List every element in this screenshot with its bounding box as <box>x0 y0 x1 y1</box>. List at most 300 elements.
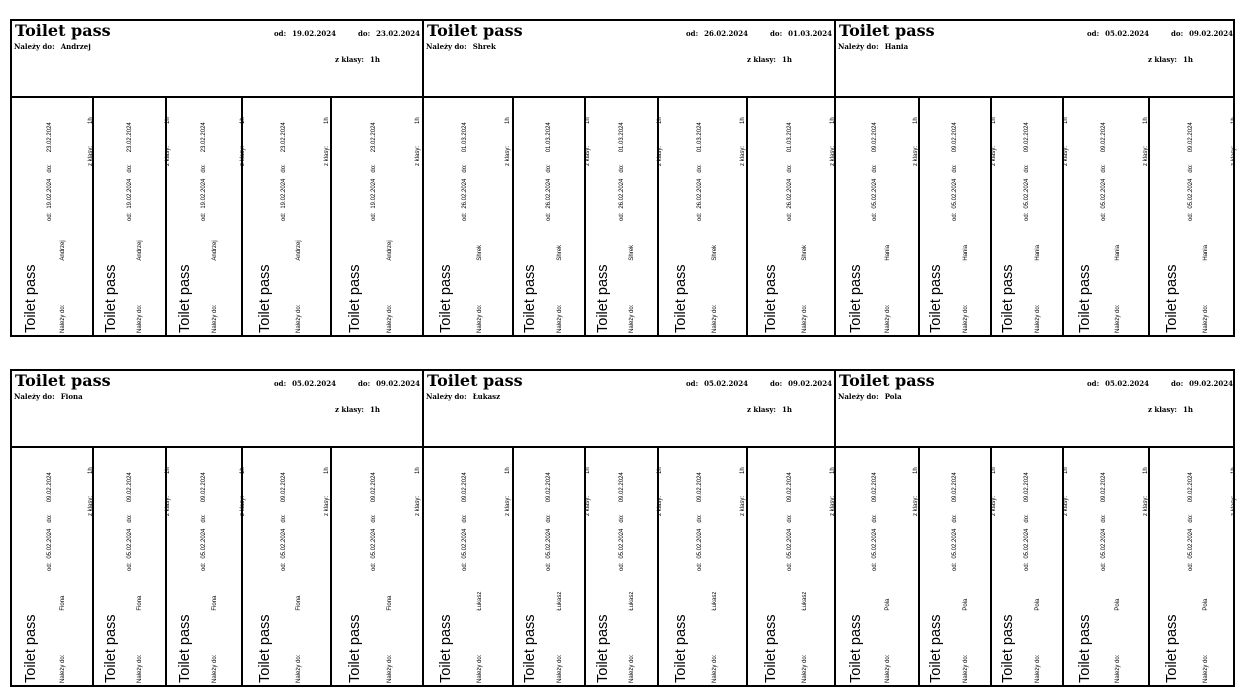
slip-date-range <box>619 472 625 571</box>
slip-class-value: 1h <box>1231 467 1237 474</box>
to-date: 09.02.2024 <box>376 379 420 388</box>
slip-owner-label: Należy do: <box>1203 654 1209 683</box>
slip-to-date: 09.02.2024 <box>47 472 53 503</box>
slip-class-value: 1h <box>415 467 421 474</box>
slip-title <box>1000 264 1016 333</box>
pass-row-2 <box>10 369 1235 687</box>
tear-off-slip <box>990 98 1069 335</box>
slip-to-label: do: <box>952 514 958 523</box>
slip-class-value: 1h <box>913 117 919 124</box>
slip-title <box>1164 614 1180 683</box>
slip-strip <box>836 448 1235 685</box>
slip-title <box>522 614 538 683</box>
slip-title <box>177 614 193 683</box>
slip-to-date: 01.03.2024 <box>787 122 793 153</box>
slip-from-date: 26.02.2024 <box>697 178 703 209</box>
tear-off-slip <box>165 448 246 685</box>
slip-from-label: od: <box>281 562 287 571</box>
slip-class-label: z klasy: <box>240 495 246 516</box>
slip-owner-name: Pola <box>885 598 891 611</box>
slip-title <box>23 614 39 683</box>
slip-from-label: od: <box>462 212 468 221</box>
slip-from-date: 05.02.2024 <box>1188 178 1194 209</box>
to-date: 09.02.2024 <box>1189 379 1233 388</box>
slip-owner-label: Należy do: <box>557 654 563 683</box>
tear-off-slip <box>165 98 246 335</box>
slip-title <box>673 264 689 333</box>
from-label: od: <box>686 29 699 38</box>
slip-to-label: do: <box>1188 514 1194 523</box>
slip-owner-name: Shrek <box>629 244 635 261</box>
slip-owner <box>802 245 808 333</box>
slip-to-date: 01.03.2024 <box>546 122 552 153</box>
slip-from-date: 05.02.2024 <box>47 528 53 559</box>
slip-date-range <box>546 472 552 571</box>
slip-title-text: Toilet pass <box>848 264 864 333</box>
slip-from-label: od: <box>619 212 625 221</box>
slip-owner <box>963 245 969 333</box>
slip-class-value: 1h <box>830 467 836 474</box>
slip-to-label: do: <box>787 164 793 173</box>
slip-title <box>848 614 864 683</box>
slip-from-date: 05.02.2024 <box>787 528 793 559</box>
owner-label: Należy do: <box>426 392 467 401</box>
slip-class-value: 1h <box>505 117 511 124</box>
slip-title-text: Toilet pass <box>763 264 779 333</box>
slip-class-label: z klasy: <box>505 145 511 166</box>
tear-off-slip <box>424 448 512 685</box>
slip-title-text: Toilet pass <box>347 614 363 683</box>
slip-class-label: z klasy: <box>1063 495 1069 516</box>
slip-owner-name: Hania <box>885 244 891 261</box>
owner-line <box>838 42 908 51</box>
slip-from-date: 05.02.2024 <box>201 528 207 559</box>
pass-title: Toilet pass <box>839 371 935 390</box>
tear-off-slip <box>746 98 836 335</box>
slip-to-label: do: <box>619 164 625 173</box>
pass-title: Toilet pass <box>427 21 523 40</box>
slip-to-date: 09.02.2024 <box>1024 122 1030 153</box>
owner-label: Należy do: <box>14 42 55 51</box>
slip-title <box>103 264 119 333</box>
slip-owner <box>137 240 143 333</box>
slip-owner <box>477 245 483 333</box>
from-date: 19.02.2024 <box>292 29 336 38</box>
slip-to-date: 09.02.2024 <box>872 472 878 503</box>
slip-class-value: 1h <box>657 467 663 474</box>
slip-class-value: 1h <box>1063 117 1069 124</box>
slip-from-label: od: <box>697 562 703 571</box>
from-date: 05.02.2024 <box>704 379 748 388</box>
slip-date-range <box>619 122 625 221</box>
slip-owner-name: Andrzej <box>212 240 218 261</box>
slip-title <box>23 264 39 333</box>
slip-to-date: 09.02.2024 <box>787 472 793 503</box>
slip-to-date: 09.02.2024 <box>281 472 287 503</box>
slip-to-label: do: <box>371 514 377 523</box>
slip-from-date: 19.02.2024 <box>371 178 377 209</box>
to-label: do: <box>358 379 371 388</box>
slip-class <box>505 467 511 516</box>
slip-title <box>1000 614 1016 683</box>
slip-to-date: 01.03.2024 <box>697 122 703 153</box>
to-label: do: <box>1171 379 1184 388</box>
pass-title: Toilet pass <box>15 21 111 40</box>
slip-from-label: od: <box>952 212 958 221</box>
pass-title: Toilet pass <box>15 371 111 390</box>
from-label: od: <box>274 29 287 38</box>
from-label: od: <box>1087 29 1100 38</box>
tear-off-slip <box>512 448 591 685</box>
slip-from-label: od: <box>1024 562 1030 571</box>
slip-title-text: Toilet pass <box>257 264 273 333</box>
slip-owner <box>629 592 635 683</box>
slip-date-range <box>872 472 878 571</box>
slip-date-range <box>201 472 207 571</box>
pass-title: Toilet pass <box>839 21 935 40</box>
slip-class-label: z klasy: <box>991 495 997 516</box>
slip-from-label: od: <box>47 562 53 571</box>
slip-owner-name: Hania <box>1115 244 1121 261</box>
slip-title-text: Toilet pass <box>23 614 39 683</box>
slip-from-date: 05.02.2024 <box>1024 528 1030 559</box>
owner-label: Należy do: <box>838 42 879 51</box>
slip-to-label: do: <box>546 514 552 523</box>
slip-from-label: od: <box>1188 212 1194 221</box>
slip-from-label: od: <box>1024 212 1030 221</box>
slip-title <box>763 614 779 683</box>
slip-from-label: od: <box>127 212 133 221</box>
slip-class-label: z klasy: <box>415 495 421 516</box>
slip-class <box>1231 117 1237 166</box>
tear-off-slip <box>657 448 746 685</box>
slip-class-label: z klasy: <box>1143 145 1149 166</box>
slip-class-label: z klasy: <box>991 145 997 166</box>
owner-line <box>838 392 902 401</box>
slip-to-date: 09.02.2024 <box>952 472 958 503</box>
slip-title <box>177 264 193 333</box>
slip-from-label: od: <box>697 212 703 221</box>
slip-date-range <box>371 122 377 221</box>
slip-from-label: od: <box>462 562 468 571</box>
slip-title-text: Toilet pass <box>1164 614 1180 683</box>
class-line <box>335 55 380 64</box>
slip-owner-label: Należy do: <box>296 304 302 333</box>
pass-header <box>424 371 834 448</box>
owner-line <box>426 42 496 51</box>
slip-date-range <box>281 472 287 571</box>
slip-owner-label: Należy do: <box>477 654 483 683</box>
slip-owner-label: Należy do: <box>963 654 969 683</box>
slip-to-date: 09.02.2024 <box>619 472 625 503</box>
slip-class-value: 1h <box>165 117 171 124</box>
slip-from-date: 05.02.2024 <box>281 528 287 559</box>
slip-owner <box>963 599 969 683</box>
slip-owner-name: Shrek <box>557 244 563 261</box>
toilet-pass <box>834 21 1235 335</box>
slip-owner <box>1203 599 1209 683</box>
slip-owner-name: Pola <box>963 598 969 611</box>
slip-class <box>415 467 421 516</box>
slip-from-label: od: <box>872 212 878 221</box>
slip-class-label: z klasy: <box>913 145 919 166</box>
slip-strip <box>12 448 422 685</box>
owner-label: Należy do: <box>838 392 879 401</box>
slip-owner-name: Łukasz <box>557 591 563 611</box>
slip-from-date: 05.02.2024 <box>872 528 878 559</box>
date-range <box>686 379 832 388</box>
slip-title <box>257 614 273 683</box>
slip-class-value: 1h <box>240 117 246 124</box>
slip-class-value: 1h <box>1143 467 1149 474</box>
class-label: z klasy: <box>1147 405 1178 414</box>
slip-date-range <box>787 122 793 221</box>
slip-from-date: 19.02.2024 <box>201 178 207 209</box>
owner-name: Shrek <box>472 42 496 51</box>
slip-owner <box>1035 245 1041 333</box>
slip-to-label: do: <box>1024 164 1030 173</box>
tear-off-slip <box>424 98 512 335</box>
slip-owner-label: Należy do: <box>477 304 483 333</box>
slip-owner-name: Hania <box>1035 244 1041 261</box>
slip-title-text: Toilet pass <box>438 614 454 683</box>
slip-title-text: Toilet pass <box>23 264 39 333</box>
slip-owner-name: Fiona <box>387 595 393 611</box>
slip-title-text: Toilet pass <box>177 264 193 333</box>
slip-owner <box>712 245 718 333</box>
tear-off-slip <box>12 98 92 335</box>
slip-title-text: Toilet pass <box>848 614 864 683</box>
slip-from-date: 19.02.2024 <box>281 178 287 209</box>
slip-owner-label: Należy do: <box>712 304 718 333</box>
slip-class-value: 1h <box>991 117 997 124</box>
slip-title-text: Toilet pass <box>1000 264 1016 333</box>
slip-title <box>595 264 611 333</box>
slip-date-range <box>1101 472 1107 571</box>
slip-owner <box>712 592 718 683</box>
tear-off-slip <box>990 448 1069 685</box>
pass-header <box>12 21 422 98</box>
slip-date-range <box>127 472 133 571</box>
to-date: 09.02.2024 <box>788 379 832 388</box>
slip-class-value: 1h <box>415 117 421 124</box>
slip-from-label: od: <box>371 562 377 571</box>
slip-to-date: 09.02.2024 <box>201 472 207 503</box>
class-value: 1h <box>370 405 380 414</box>
slip-class-value: 1h <box>1143 117 1149 124</box>
class-label: z klasy: <box>334 405 365 414</box>
from-label: od: <box>1087 379 1100 388</box>
slip-date-range <box>47 472 53 571</box>
slip-to-label: do: <box>462 164 468 173</box>
slip-date-range <box>952 472 958 571</box>
slip-from-label: od: <box>1101 212 1107 221</box>
slip-owner-label: Należy do: <box>137 304 143 333</box>
to-date: 23.02.2024 <box>376 29 420 38</box>
slip-class-value: 1h <box>740 117 746 124</box>
slip-from-date: 26.02.2024 <box>546 178 552 209</box>
slip-from-label: od: <box>787 562 793 571</box>
slip-to-label: do: <box>787 514 793 523</box>
owner-name: Fiona <box>60 392 83 401</box>
slip-class-label: z klasy: <box>165 495 171 516</box>
slip-class-label: z klasy: <box>830 145 836 166</box>
tear-off-slip <box>584 448 663 685</box>
slip-title <box>438 614 454 683</box>
slip-date-range <box>546 122 552 221</box>
slip-to-date: 09.02.2024 <box>872 122 878 153</box>
class-line <box>335 405 380 414</box>
slip-from-date: 05.02.2024 <box>1101 178 1107 209</box>
slip-class-label: z klasy: <box>88 495 94 516</box>
pass-header <box>12 371 422 448</box>
toilet-pass <box>12 21 422 335</box>
slip-to-label: do: <box>1101 514 1107 523</box>
slip-title <box>928 614 944 683</box>
class-value: 1h <box>782 405 792 414</box>
slip-to-label: do: <box>371 164 377 173</box>
tear-off-slip <box>918 448 997 685</box>
slip-date-range <box>697 122 703 221</box>
slip-from-date: 05.02.2024 <box>872 178 878 209</box>
from-date: 05.02.2024 <box>292 379 336 388</box>
slip-owner <box>137 596 143 683</box>
slip-to-date: 09.02.2024 <box>546 472 552 503</box>
slip-from-label: od: <box>787 212 793 221</box>
slip-owner-name: Łukasz <box>802 591 808 611</box>
class-value: 1h <box>782 55 792 64</box>
slip-to-label: do: <box>47 514 53 523</box>
slip-to-date: 23.02.2024 <box>127 122 133 153</box>
slip-owner-name: Shrek <box>712 244 718 261</box>
slip-class-value: 1h <box>165 467 171 474</box>
slip-date-range <box>1101 122 1107 221</box>
slip-owner <box>629 245 635 333</box>
to-label: do: <box>1171 29 1184 38</box>
tear-off-slip <box>241 448 330 685</box>
tear-off-slip <box>92 448 171 685</box>
slip-from-date: 05.02.2024 <box>371 528 377 559</box>
slip-class-label: z klasy: <box>657 495 663 516</box>
date-range <box>274 379 420 388</box>
slip-from-date: 05.02.2024 <box>952 178 958 209</box>
toilet-pass <box>12 371 422 685</box>
slip-owner-label: Należy do: <box>212 304 218 333</box>
slip-class-label: z klasy: <box>415 145 421 166</box>
slip-class-label: z klasy: <box>913 495 919 516</box>
slip-from-date: 26.02.2024 <box>619 178 625 209</box>
slip-date-range <box>371 472 377 571</box>
slip-owner-label: Należy do: <box>557 304 563 333</box>
class-line <box>1148 55 1193 64</box>
tear-off-slip <box>1148 98 1237 335</box>
from-label: od: <box>686 379 699 388</box>
date-range <box>686 29 832 38</box>
to-label: do: <box>770 29 783 38</box>
slip-strip <box>12 98 422 335</box>
slip-class-label: z klasy: <box>585 495 591 516</box>
to-date: 01.03.2024 <box>788 29 832 38</box>
slip-owner-label: Należy do: <box>1115 654 1121 683</box>
slip-from-date: 05.02.2024 <box>462 528 468 559</box>
slip-from-date: 19.02.2024 <box>47 178 53 209</box>
slip-to-date: 09.02.2024 <box>371 472 377 503</box>
class-label: z klasy: <box>334 55 365 64</box>
slip-to-date: 09.02.2024 <box>952 122 958 153</box>
slip-owner-name: Hania <box>963 244 969 261</box>
slip-owner <box>557 592 563 683</box>
owner-label: Należy do: <box>426 42 467 51</box>
slip-to-date: 09.02.2024 <box>697 472 703 503</box>
slip-date-range <box>1024 472 1030 571</box>
slip-to-date: 09.02.2024 <box>1188 472 1194 503</box>
slip-to-date: 23.02.2024 <box>201 122 207 153</box>
slip-owner <box>212 240 218 333</box>
tear-off-slip <box>1062 98 1148 335</box>
slip-to-date: 23.02.2024 <box>371 122 377 153</box>
slip-from-date: 05.02.2024 <box>546 528 552 559</box>
slip-to-date: 09.02.2024 <box>462 472 468 503</box>
slip-from-date: 19.02.2024 <box>127 178 133 209</box>
tear-off-slip <box>836 98 918 335</box>
slip-date-range <box>787 472 793 571</box>
slip-date-range <box>952 122 958 221</box>
slip-class-value: 1h <box>88 117 94 124</box>
slip-to-label: do: <box>1101 164 1107 173</box>
date-range <box>1087 29 1233 38</box>
slip-owner-label: Należy do: <box>296 654 302 683</box>
slip-class-label: z klasy: <box>324 495 330 516</box>
slip-to-label: do: <box>1024 514 1030 523</box>
slip-title-text: Toilet pass <box>595 264 611 333</box>
slip-owner-name: Łukasz <box>629 591 635 611</box>
class-line <box>747 55 792 64</box>
slip-title-text: Toilet pass <box>595 614 611 683</box>
slip-owner <box>1203 245 1209 333</box>
pass-header <box>424 21 834 98</box>
slip-title-text: Toilet pass <box>438 264 454 333</box>
slip-owner-name: Andrzej <box>60 240 66 261</box>
tear-off-slip <box>584 98 663 335</box>
slip-owner <box>387 596 393 683</box>
slip-title <box>595 614 611 683</box>
slip-owner <box>1115 599 1121 683</box>
slip-from-date: 05.02.2024 <box>952 528 958 559</box>
slip-owner <box>1115 245 1121 333</box>
slip-to-label: do: <box>697 514 703 523</box>
slip-date-range <box>127 122 133 221</box>
slip-class-label: z klasy: <box>324 145 330 166</box>
slip-to-label: do: <box>697 164 703 173</box>
slip-owner-label: Należy do: <box>387 654 393 683</box>
class-label: z klasy: <box>1147 55 1178 64</box>
slip-from-label: od: <box>127 562 133 571</box>
slip-owner-name: Fiona <box>212 595 218 611</box>
slip-owner <box>296 240 302 333</box>
slip-owner <box>885 599 891 683</box>
slip-owner-label: Należy do: <box>802 654 808 683</box>
pass-header <box>836 371 1235 448</box>
slip-class-value: 1h <box>240 467 246 474</box>
tear-off-slip <box>330 448 422 685</box>
slip-from-label: od: <box>47 212 53 221</box>
slip-title <box>763 264 779 333</box>
slip-class-label: z klasy: <box>1231 495 1237 516</box>
slip-from-label: od: <box>872 562 878 571</box>
slip-to-label: do: <box>872 514 878 523</box>
slip-title-text: Toilet pass <box>928 264 944 333</box>
slip-owner-label: Należy do: <box>1115 304 1121 333</box>
